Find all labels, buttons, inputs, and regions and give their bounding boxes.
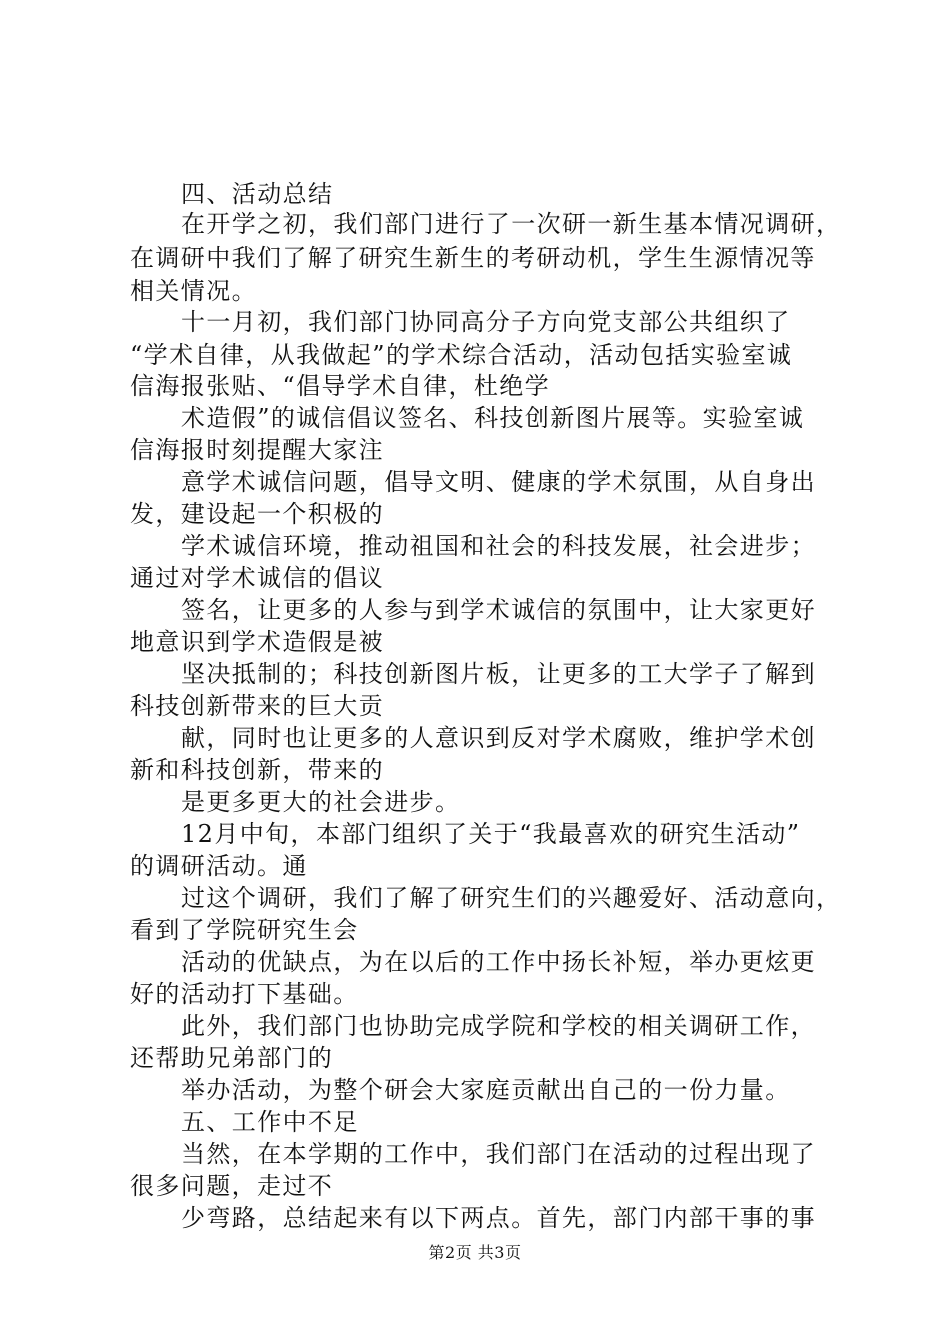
text-line: 通过对学术诚信的倡议 bbox=[130, 564, 384, 592]
text-line: “学术自律，从我做起”的学术综合活动，活动包括实验室诚 bbox=[130, 341, 793, 369]
text-line: 活动的优缺点，为在以后的工作中扬长补短，举办更炫更 bbox=[181, 948, 816, 976]
text-line: 还帮助兄弟部门的 bbox=[130, 1044, 334, 1072]
text-line: 此外，我们部门也协助完成学院和学校的相关调研工作， bbox=[181, 1012, 816, 1040]
text-line: 发，建设起一个积极的 bbox=[130, 500, 384, 528]
text-line: 在开学之初，我们部门进行了一次研一新生基本情况调研， bbox=[181, 210, 842, 238]
text-line: 的调研活动。通 bbox=[130, 852, 308, 880]
text-line: 学术诚信环境，推动祖国和社会的科技发展，社会进步； bbox=[181, 532, 816, 560]
text-line: 信海报张贴、“倡导学术自律，杜绝学 bbox=[130, 372, 551, 400]
text-line: 在调研中我们了解了研究生新生的考研动机，学生生源情况等 bbox=[130, 244, 816, 272]
text-line: 四、活动总结 bbox=[181, 180, 334, 208]
text-line: 举办活动，为整个研会大家庭贡献出自己的一份力量。 bbox=[181, 1076, 791, 1104]
text-line: 12月中旬，本部门组织了关于“我最喜欢的研究生活动” bbox=[181, 820, 801, 848]
text-line: 术造假”的诚信倡议签名、科技创新图片展等。实验室诚 bbox=[181, 404, 805, 432]
text-line: 少弯路，总结起来有以下两点。首先，部门内部干事的事 bbox=[181, 1204, 816, 1232]
text-line: 很多问题，走过不 bbox=[130, 1172, 334, 1200]
text-line: 信海报时刻提醒大家注 bbox=[130, 436, 384, 464]
text-line: 十一月初，我们部门协同高分子方向党支部公共组织了 bbox=[181, 308, 791, 336]
text-line: 是更多更大的社会进步。 bbox=[181, 788, 461, 816]
text-line: 过这个调研，我们了解了研究生们的兴趣爱好、活动意向， bbox=[181, 884, 842, 912]
text-line: 新和科技创新，带来的 bbox=[130, 756, 384, 784]
page-footer: 第2页 共3页 bbox=[428, 1243, 522, 1262]
text-line: 献，同时也让更多的人意识到反对学术腐败，维护学术创 bbox=[181, 724, 816, 752]
text-line: 相关情况。 bbox=[130, 277, 257, 305]
text-line: 意学术诚信问题，倡导文明、健康的学术氛围，从自身出 bbox=[181, 468, 816, 496]
text-line: 五、工作中不足 bbox=[181, 1108, 359, 1136]
text-line: 好的活动打下基础。 bbox=[130, 980, 359, 1008]
text-line: 看到了学院研究生会 bbox=[130, 916, 359, 944]
text-line: 当然，在本学期的工作中，我们部门在活动的过程出现了 bbox=[181, 1140, 816, 1168]
text-line: 坚决抵制的；科技创新图片板，让更多的工大学子了解到 bbox=[181, 660, 816, 688]
text-line: 科技创新带来的巨大贡 bbox=[130, 692, 384, 720]
text-line: 签名，让更多的人参与到学术诚信的氛围中，让大家更好 bbox=[181, 596, 816, 624]
text-line: 地意识到学术造假是被 bbox=[130, 628, 384, 656]
